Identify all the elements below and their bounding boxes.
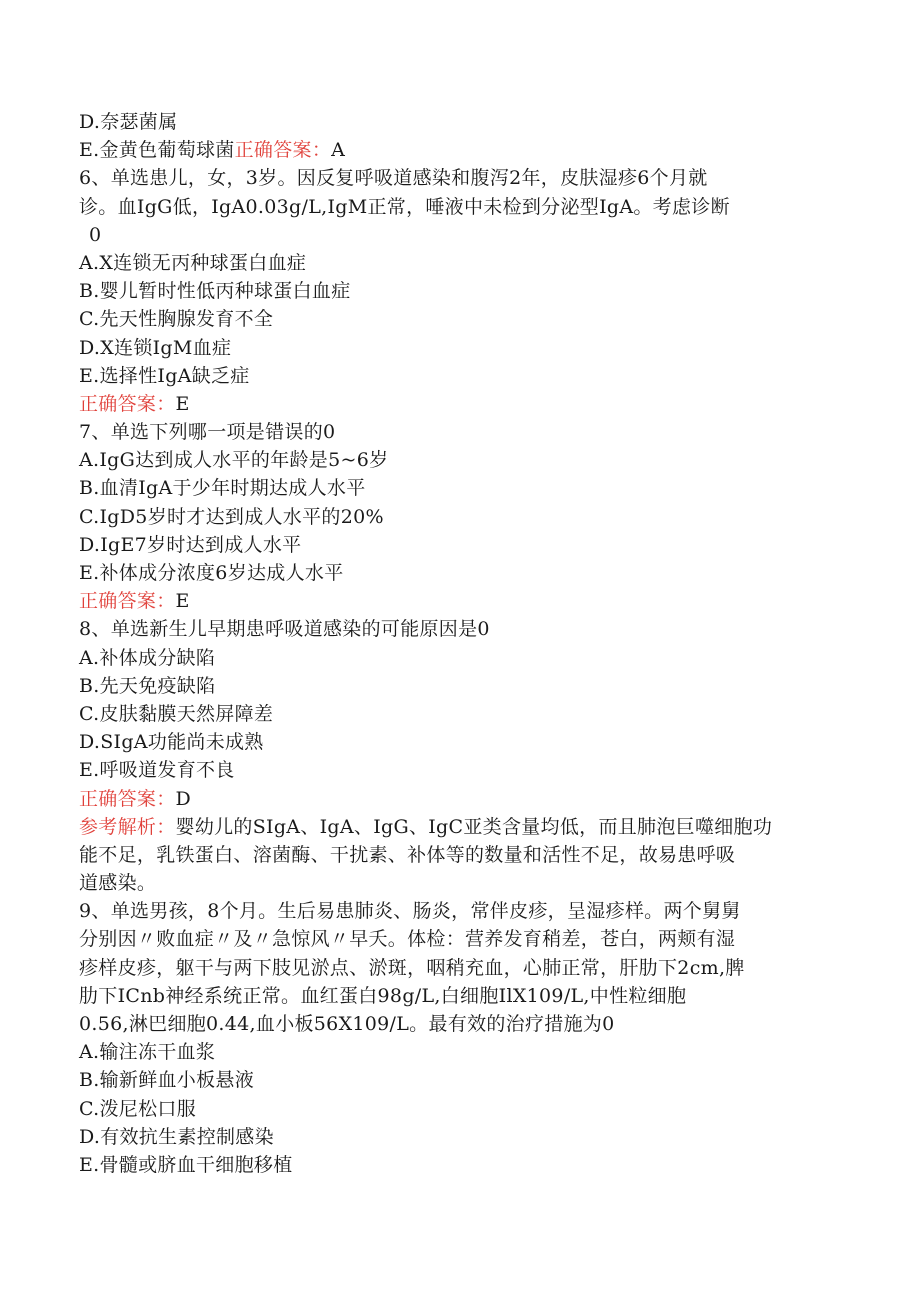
q7-option-c: C.IgD5岁时才达到成人水平的20%	[79, 505, 384, 528]
q7-answer-value: E	[175, 590, 190, 613]
q8-option-e: E.呼吸道发育不良	[79, 759, 235, 782]
q9-stem-line-4: 肋下ICnb神经系统正常。血红蛋白98g/L,白细胞IlX109/L,中性粒细胞	[79, 984, 687, 1007]
q6-stem-line-2: 诊。血IgG低，IgA0.03g/L,IgM正常，唾液中未检到分泌型IgA。考虑诊断	[79, 195, 730, 218]
q8-analysis-label: 参考解析：	[79, 815, 176, 838]
q7-option-a: A.IgG达到成人水平的年龄是5~6岁	[79, 449, 389, 472]
q6-option-d: D.X连锁IgM血症	[79, 336, 232, 359]
q8-answer-value: D	[175, 787, 192, 810]
q9-stem-line-5: 0.56,淋巴细胞0.44,血小板56X109/L。最有效的治疗措施为0	[79, 1013, 615, 1035]
q8-option-a: A.补体成分缺陷	[79, 646, 216, 669]
q7-option-b: B.血清IgA于少年时期达成人水平	[79, 477, 366, 500]
q8-option-d: D.SIgA功能尚未成熟	[79, 731, 264, 754]
q6-answer-label: 正确答案：	[79, 392, 176, 415]
q5-option-e-line	[79, 136, 839, 164]
q6-option-a: A.X连锁无丙种球蛋白血症	[79, 251, 307, 274]
q7-option-d: D.IgE7岁时达到成人水平	[79, 533, 302, 556]
q9-option-d: D.有效抗生素控制感染	[79, 1125, 274, 1148]
q8-answer-label: 正确答案：	[79, 787, 176, 810]
q8-analysis-text-1: 婴幼儿的SIgA、IgA、IgG、IgC亚类含量均低，而且肺泡巨噬细胞功	[175, 815, 773, 838]
q6-option-e: E.选择性IgA缺乏症	[79, 364, 250, 387]
q9-option-c: C.泼尼松口服	[79, 1097, 197, 1120]
document-page	[79, 108, 839, 1179]
q6-stem-line-1: 6、单选患儿，女，3岁。因反复呼吸道感染和腹泻2年，皮肤湿疹6个月就	[79, 167, 708, 190]
q9-option-b: B.输新鲜血小板悬液	[79, 1069, 255, 1092]
q9-option-a: A.输注冻干血浆	[79, 1041, 216, 1064]
q6-stem-line-3: 0	[89, 223, 102, 246]
q8-option-b: B.先天免疫缺陷	[79, 674, 216, 697]
q8-analysis-line-2: 能不足，乳铁蛋白、溶菌酶、干扰素、补体等的数量和活性不足，故易患呼吸	[79, 843, 736, 866]
q6-option-b: B.婴儿暂时性低丙种球蛋白血症	[79, 280, 351, 303]
q6-option-c: C.先天性胸腺发育不全	[79, 308, 274, 331]
q8-analysis-line-1	[79, 813, 839, 841]
q7-stem-line-1: 7、单选下列哪一项是错误的0	[79, 421, 336, 444]
q9-stem-line-1: 9、单选男孩，8个月。生后易患肺炎、肠炎，常伴皮疹，呈湿疹样。两个舅舅	[79, 900, 741, 923]
q7-answer-label: 正确答案：	[79, 590, 176, 613]
q5-option-d: D.奈瑟菌属	[79, 111, 178, 133]
q9-stem-line-2: 分别因〃败血症〃及〃急惊风〃早夭。体检：营养发育稍差，苍白，两颊有湿	[79, 928, 736, 951]
q8-analysis-line-3: 道感染。	[79, 872, 157, 895]
q6-answer-line	[79, 390, 839, 418]
q7-answer-line	[79, 587, 839, 615]
q8-option-c: C.皮肤黏膜天然屏障差	[79, 702, 274, 725]
q5-answer-value: A	[331, 139, 346, 162]
q5-answer-label: 正确答案：	[234, 139, 332, 162]
q6-answer-value: E	[175, 392, 190, 415]
q8-answer-line	[79, 785, 839, 813]
q7-option-e: E.补体成分浓度6岁达成人水平	[79, 562, 344, 584]
q8-stem-line-1: 8、单选新生儿早期患呼吸道感染的可能原因是0	[79, 618, 490, 641]
q9-stem-line-3: 疹样皮疹，躯干与两下肢见淤点、淤斑，咽稍充血，心肺正常，肝肋下2cm,脾	[79, 956, 745, 979]
q5-option-e: E.金黄色葡萄球菌	[79, 139, 235, 162]
q9-option-e: E.骨髓或脐血干细胞移植	[79, 1153, 293, 1176]
